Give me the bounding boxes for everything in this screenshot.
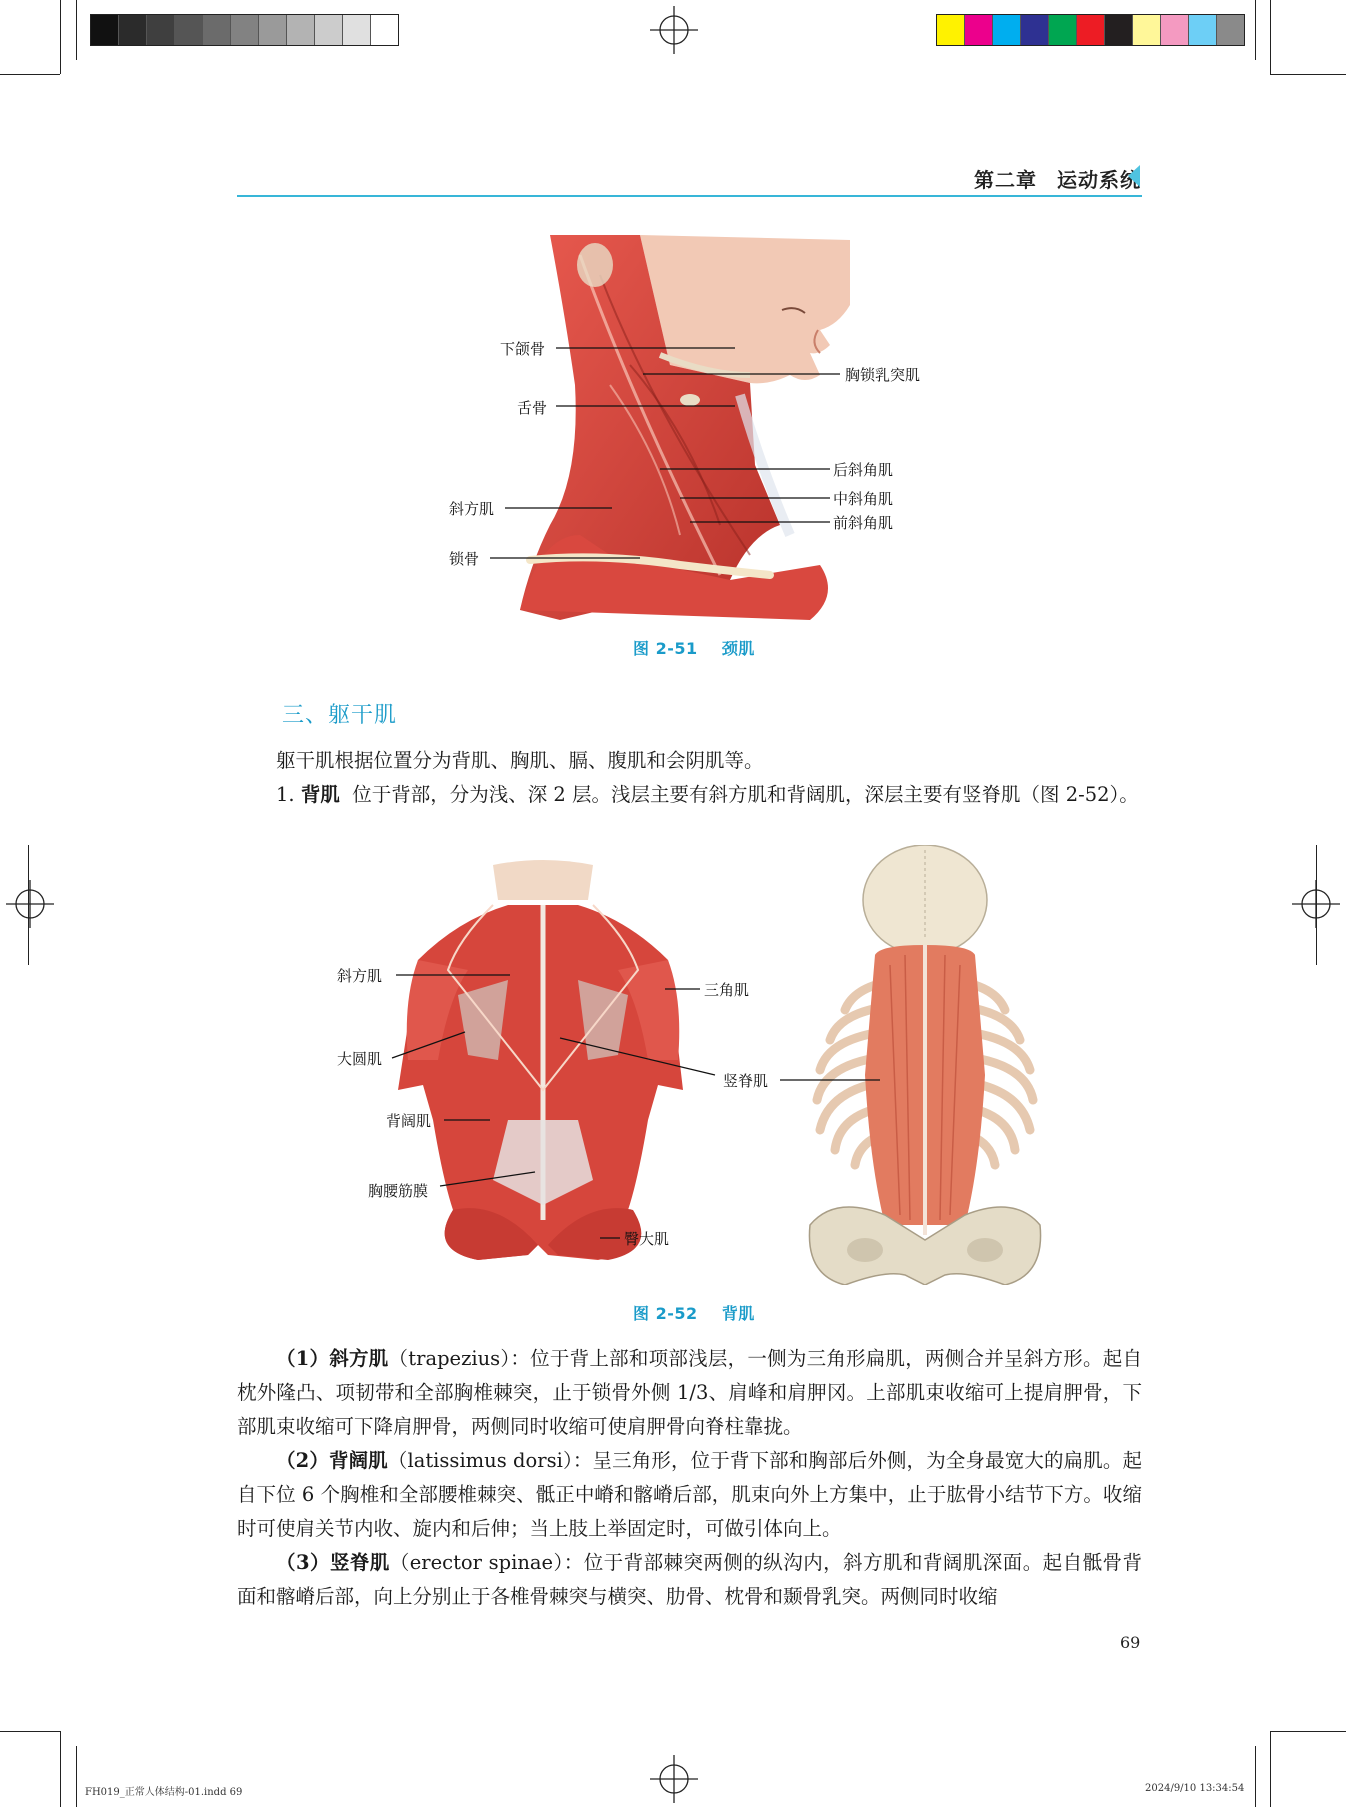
section-intro: 躯干肌根据位置分为背肌、胸肌、膈、腹肌和会阴肌等。	[276, 749, 764, 772]
erector-text: （erector spinae）：位于背部棘突两侧的纵沟内，斜方肌和背阔肌深面。起自骶骨背面和髂嵴后部，向上分别止于各椎骨棘突与横突、肋骨、枕骨和颞骨乳突。两侧同时收缩	[237, 1551, 1142, 1608]
label-teres-major: 大圆肌	[337, 1050, 383, 1068]
label-back-trapezius: 斜方肌	[337, 967, 383, 985]
chapter-title: 运动系统	[1057, 168, 1141, 192]
page-number: 69	[1120, 1633, 1141, 1652]
file-slug: FH019_正常人体结构-01.indd 69	[85, 1787, 243, 1798]
back-muscle-number: 1.	[276, 783, 295, 806]
running-header	[974, 164, 1141, 193]
registration-mark-left	[6, 880, 54, 928]
trapezius-text: （trapezius）：位于背上部和项部浅层，一侧为三角形扁肌，两侧合并呈斜方形。起自枕外隆凸、项韧带和全部胸椎棘突，止于锁骨外侧 1/3、肩峰和肩胛冈。上部肌束收缩可上提肩胛骨，下部肌束收缩可下降肩胛骨，两侧同时收缩可使肩胛骨向脊柱靠拢。	[237, 1347, 1142, 1438]
label-trapezius: 斜方肌	[449, 500, 495, 518]
label-clavicle: 锁骨	[449, 550, 480, 568]
registration-mark-bottom	[650, 1755, 698, 1803]
erector-term: 竖脊肌	[329, 1551, 390, 1574]
figure-51-title: 颈肌	[721, 639, 755, 658]
registration-mark-top	[650, 6, 698, 54]
grey-swatch	[203, 15, 231, 45]
trapezius-paragraph	[237, 1342, 1142, 1444]
label-posterior-scalene: 后斜角肌	[833, 461, 894, 479]
label-latissimus-dorsi: 背阔肌	[386, 1112, 432, 1130]
color-swatch	[1021, 15, 1049, 45]
trapezius-term: 斜方肌	[329, 1347, 389, 1370]
label-gluteus-maximus: 臀大肌	[624, 1230, 670, 1248]
grey-swatch	[175, 15, 203, 45]
latissimus-paragraph	[237, 1444, 1142, 1546]
color-swatch	[1161, 15, 1189, 45]
label-erector-spinae: 竖脊肌	[723, 1072, 769, 1090]
grey-swatch	[119, 15, 147, 45]
grey-swatch	[371, 15, 398, 45]
back-muscle-paragraph	[237, 778, 1142, 812]
color-swatch	[993, 15, 1021, 45]
timestamp-slug: 2024/9/10 13:34:54	[1145, 1783, 1245, 1794]
figure-back-deep	[805, 845, 1045, 1285]
latissimus-number: （2）	[276, 1449, 329, 1472]
color-swatch	[1105, 15, 1133, 45]
neck-muscle-illustration	[520, 235, 860, 620]
grey-swatch	[343, 15, 371, 45]
color-swatch	[1217, 15, 1244, 45]
header-arrow-icon	[1128, 165, 1140, 187]
label-sternocleidomastoid: 胸锁乳突肌	[845, 366, 921, 384]
color-swatch	[965, 15, 993, 45]
figure-neck-muscles	[520, 235, 860, 620]
figure-back-superficial	[398, 860, 683, 1260]
grey-swatch	[91, 15, 119, 45]
back-muscle-term: 背肌	[300, 783, 340, 806]
color-calibration-bar	[936, 14, 1245, 46]
latissimus-term: 背阔肌	[328, 1449, 388, 1472]
label-mandible: 下颌骨	[500, 340, 546, 358]
latissimus-text: （latissimus dorsi）：呈三角形，位于背下部和胸部后外侧，为全身最宽大的扁肌。起自下位 6 个胸椎和全部腰椎棘突、骶正中嵴和髂嵴后部，肌束向外上方集中，止于肱骨小结节下方。收缩时可使肩关节内收、旋内和后伸；当上肢上举固定时，可做引体向上。	[237, 1449, 1142, 1540]
header-rule	[237, 195, 1142, 197]
figure-52-number: 图 2-52	[633, 1304, 698, 1323]
label-thoracolumbar-fascia: 胸腰筋膜	[368, 1182, 429, 1200]
section-heading: 三、躯干肌	[282, 703, 398, 728]
grey-swatch	[287, 15, 315, 45]
color-swatch	[937, 15, 965, 45]
grey-swatch	[259, 15, 287, 45]
chapter-number: 第二章	[974, 168, 1037, 192]
label-anterior-scalene: 前斜角肌	[833, 514, 894, 532]
label-deltoid: 三角肌	[704, 981, 750, 999]
figure-52-caption	[633, 1301, 755, 1324]
color-swatch	[1077, 15, 1105, 45]
erector-number: （3）	[276, 1551, 330, 1574]
figure-52-title: 背肌	[721, 1304, 755, 1323]
color-swatch	[1049, 15, 1077, 45]
erector-spinae-illustration	[805, 845, 1045, 1285]
label-hyoid: 舌骨	[517, 399, 548, 417]
grey-swatch	[315, 15, 343, 45]
grayscale-calibration-bar	[90, 14, 399, 46]
trapezius-number: （1）	[276, 1347, 330, 1370]
color-swatch	[1189, 15, 1217, 45]
label-middle-scalene: 中斜角肌	[833, 490, 894, 508]
figure-51-caption	[633, 636, 755, 659]
superficial-back-illustration	[398, 860, 683, 1260]
back-muscle-text: 位于背部，分为浅、深 2 层。浅层主要有斜方肌和背阔肌，深层主要有竖脊肌（图 2-52）。	[352, 783, 1139, 806]
grey-swatch	[147, 15, 175, 45]
color-swatch	[1133, 15, 1161, 45]
grey-swatch	[231, 15, 259, 45]
erector-paragraph	[237, 1546, 1142, 1614]
figure-51-number: 图 2-51	[633, 639, 698, 658]
